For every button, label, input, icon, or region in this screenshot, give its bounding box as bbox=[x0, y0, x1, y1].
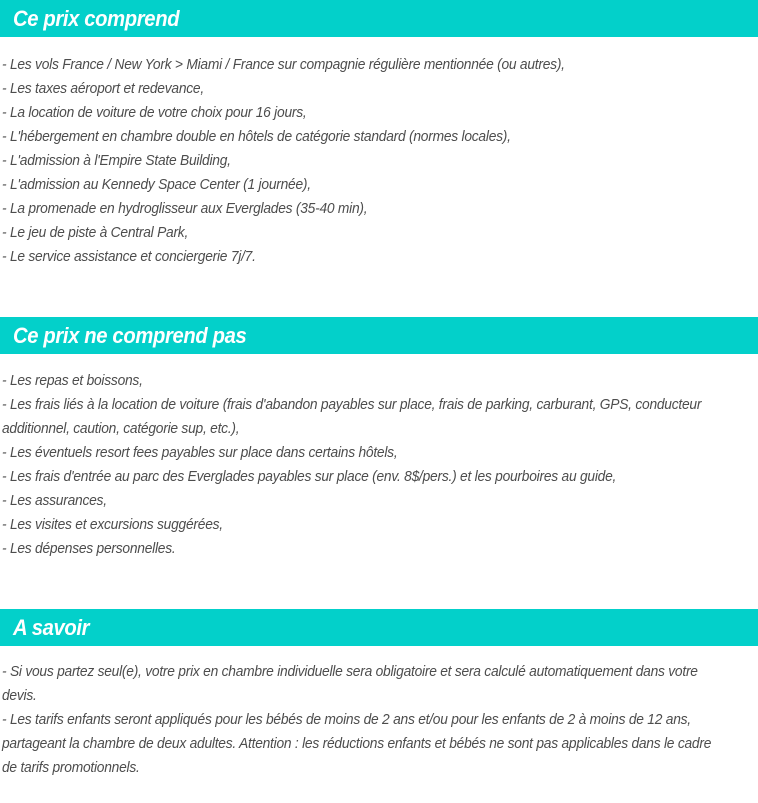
list-item: - La location de voiture de votre choix pour 16 jours, bbox=[2, 105, 307, 121]
spacer-included-top bbox=[0, 37, 758, 53]
section-title-good-to-know: A savoir bbox=[13, 614, 90, 640]
list-item: - Le jeu de piste à Central Park, bbox=[2, 225, 189, 241]
section-body-included bbox=[0, 53, 758, 269]
list-item: - Les taxes aéroport et redevance, bbox=[2, 81, 204, 97]
list-item: - Les repas et boissons, bbox=[2, 373, 143, 389]
list-item: - Les frais d'entrée au parc des Everglades payables sur place (env. 8$/pers.) et les pourboires au guide, bbox=[2, 469, 617, 485]
section-title-not-included: Ce prix ne comprend pas bbox=[13, 322, 247, 348]
section-body-not-included bbox=[0, 369, 758, 561]
list-item: - Les visites et excursions suggérées, bbox=[2, 517, 223, 533]
list-item: - Si vous partez seul(e), votre prix en chambre individuelle sera obligatoire et sera calculé automatiquement dans votre devis. bbox=[2, 664, 698, 704]
list-item: - Les vols France / New York > Miami / France sur compagnie régulière mentionnée (ou autres), bbox=[2, 57, 565, 73]
spacer-not-included-top bbox=[0, 354, 758, 369]
list-item: - L'hébergement en chambre double en hôtels de catégorie standard (normes locales), bbox=[2, 129, 511, 145]
list-item: - Les frais liés à la location de voiture (frais d'abandon payables sur place, frais de parking, carburant, GPS, conducteur additionnel, caution, catégorie sup, etc.), bbox=[2, 397, 702, 437]
section-header-not-included bbox=[0, 317, 758, 354]
spacer-good-to-know-top bbox=[0, 646, 758, 660]
list-item: - L'admission au Kennedy Space Center (1 journée), bbox=[2, 177, 311, 193]
list-item: - Les éventuels resort fees payables sur place dans certains hôtels, bbox=[2, 445, 398, 461]
section-body-good-to-know bbox=[0, 660, 758, 780]
list-item: - Le service assistance et conciergerie 7j/7. bbox=[2, 249, 256, 265]
list-item: - Les assurances, bbox=[2, 493, 107, 509]
list-item: - La promenade en hydroglisseur aux Everglades (35-40 min), bbox=[2, 201, 368, 217]
section-header-good-to-know bbox=[0, 609, 758, 646]
section-header-included bbox=[0, 0, 758, 37]
spacer-between-included-and-not-included bbox=[0, 269, 758, 317]
spacer-between-not-included-and-good-to-know bbox=[0, 561, 758, 609]
list-item: - Les dépenses personnelles. bbox=[2, 541, 176, 557]
list-item: - Les tarifs enfants seront appliqués pour les bébés de moins de 2 ans et/ou pour les enfants de 2 à moins de 12 ans, partageant la chambre de deux adultes. Attention : les réductions enfants et bébés ne sont pas applicables dans le cadre de tarifs promotionnels. bbox=[2, 712, 712, 776]
list-item: - L'admission à l'Empire State Building, bbox=[2, 153, 231, 169]
section-title-included: Ce prix comprend bbox=[13, 5, 180, 31]
